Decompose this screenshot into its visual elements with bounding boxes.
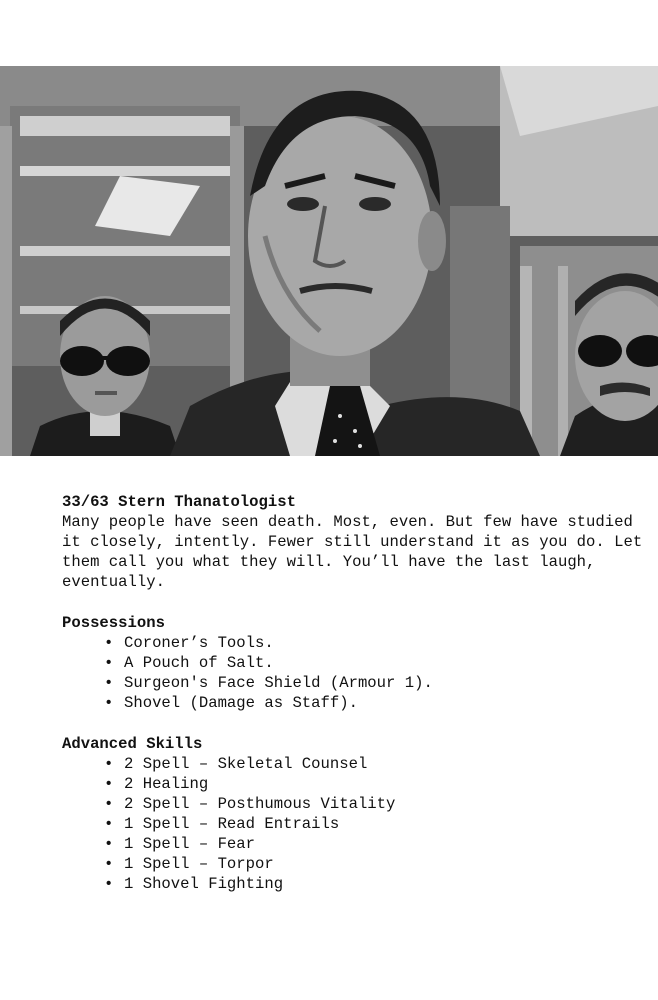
- list-item: • 2 Healing: [104, 774, 652, 794]
- list-item: • Shovel (Damage as Staff).: [104, 693, 652, 713]
- skills-list: [62, 754, 652, 894]
- list-item: • 1 Spell – Fear: [104, 834, 652, 854]
- class-entry: [62, 492, 652, 894]
- list-item: • A Pouch of Salt.: [104, 653, 652, 673]
- possessions-list: [62, 633, 652, 713]
- list-item: • 1 Spell – Torpor: [104, 854, 652, 874]
- list-item: • 2 Spell – Skeletal Counsel: [104, 754, 652, 774]
- skills-heading: Advanced Skills: [62, 735, 203, 753]
- photo-illustration: [0, 66, 658, 456]
- entry-title: 33/63 Stern Thanatologist: [62, 493, 296, 511]
- list-item: • Coroner’s Tools.: [104, 633, 652, 653]
- character-photo: [0, 66, 658, 456]
- possessions-heading: Possessions: [62, 614, 165, 632]
- list-item: • 2 Spell – Posthumous Vitality: [104, 794, 652, 814]
- entry-blurb: Many people have seen death. Most, even. But few have studied it closely, intently. Fewer still understand it as you do. Let them call you what they will. You’ll have the last laugh, eventually.: [62, 513, 643, 591]
- list-item: • 1 Shovel Fighting: [104, 874, 652, 894]
- list-item: • Surgeon's Face Shield (Armour 1).: [104, 673, 652, 693]
- list-item: • 1 Spell – Read Entrails: [104, 814, 652, 834]
